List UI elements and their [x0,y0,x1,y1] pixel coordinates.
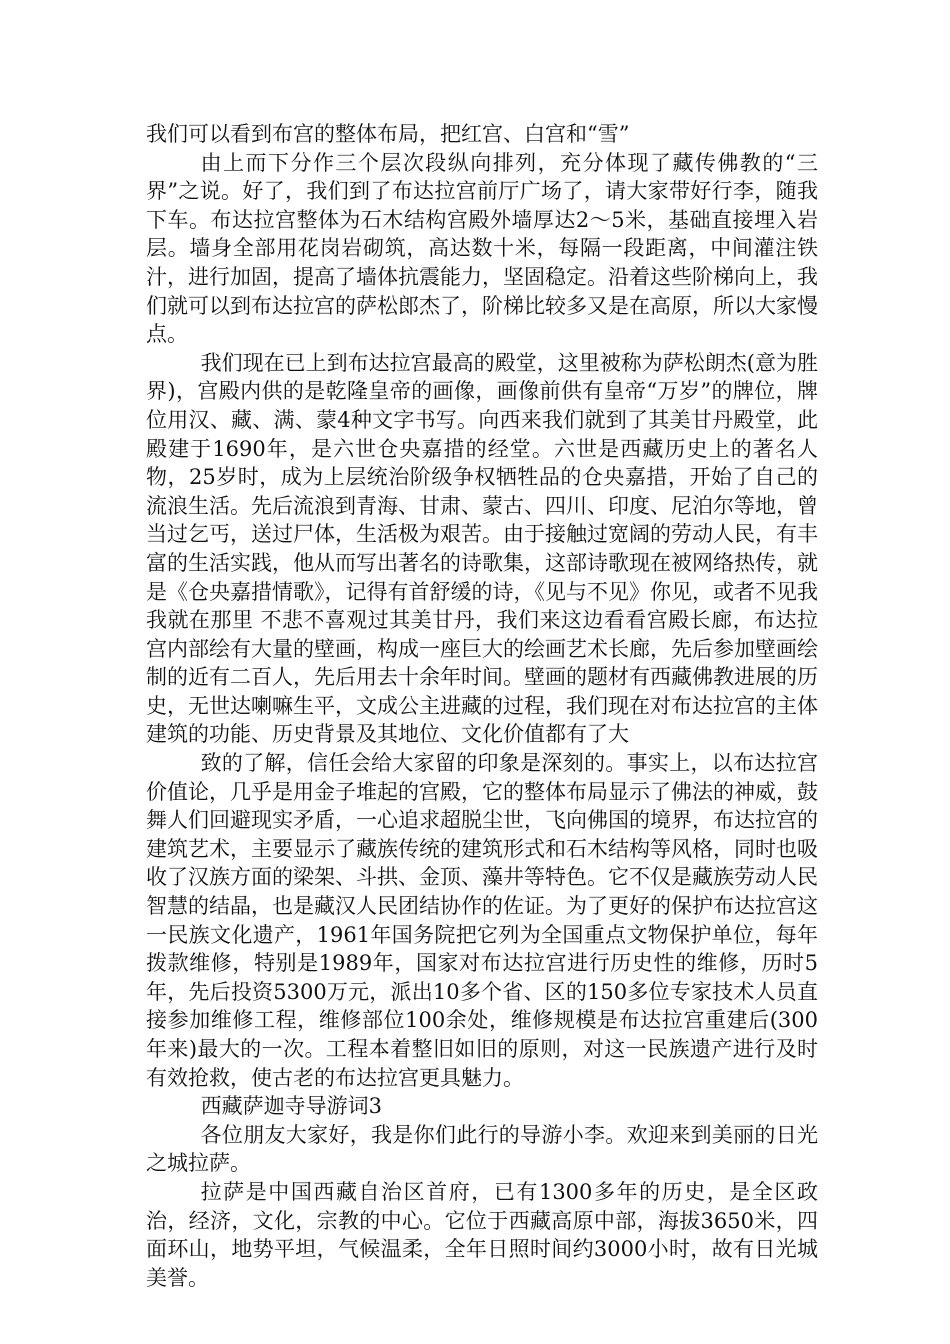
paragraph-potala-structure: 由上而下分作三个层次段纵向排列，充分体现了藏传佛教的“三界”之说。好了，我们到了布达拉宫前厅广场了，请大家带好行李，随我下车。布达拉宫整体为石木结构宫殿外墙厚达2～5米，基础直接埋入岩层。墙身全部用花岗岩砌筑，高达数十米，每隔一段距离，中间灌注铁汁，进行加固，提高了墙体抗震能力，坚固稳定。沿着这些阶梯向上，我们就可以到布达拉宫的萨松郎杰了，阶梯比较多又是在高原，所以大家慢点。 [146,150,818,347]
paragraph-intro: 我们可以看到布宫的整体布局，把红宫、白宫和“雪” [146,122,630,146]
document-body [146,120,818,1292]
section-heading: 西藏萨迦寺导游词3 [200,1094,382,1119]
paragraph-sasong-langjie: 我们现在已上到布达拉宫最高的殿堂，这里被称为萨松朗杰(意为胜界)，宫殿内供的是乾隆皇帝的画像，画像前供有皇帝“万岁”的牌位，牌位用汉、藏、满、蒙4种文字书写。向西来我们就到了其美甘丹殿堂，此殿建于1690年，是六世仓央嘉措的经堂。六世是西藏历史上的著名人物，25岁时，成为上层统治阶级争权牺牲品的仓央嘉措，开始了自己的流浪生活。先后流浪到青海、甘肃、蒙古、四川、印度、尼泊尔等地，曾当过乞丐，送过尸体，生活极为艰苦。由于接触过宽阔的劳动人民，有丰富的生活实践，他从而写出著名的诗歌集，这部诗歌现在被网络热传，就是《仓央嘉措情歌》，记得有首舒缓的诗，《见与不见》你见，或者不见我 我就在那里 不悲不喜观过其美甘丹，我们来这边看看宫殿长廊，布达拉宫内部绘有大量的壁画，构成一座巨大的绘画艺术长廊，先后参加壁画绘制的近有二百人，先后用去十余年时间。壁画的题材有西藏佛教进展的历史，无世达喇嘛生平，文成公主进藏的过程，我们现在对布达拉宫的主体建筑的功能、历史背景及其地位、文化价值都有了大 [146,350,818,747]
paragraph-potala-value: 致的了解，信任会给大家留的印象是深刻的。事实上，以布达拉宫价值论，几乎是用金子堆起的宫殿，它的整体布局显示了佛法的神威，鼓舞人们回避现实矛盾，一心追求超脱尘世，飞向佛国的境界，布达拉宫的建筑艺术，主要显示了藏族传统的建筑形式和石木结构等风格，同时也吸收了汉族方面的梁架、斗拱、金顶、藻井等特色。它不仅是藏族劳动人民智慧的结晶，也是藏汉人民团结协作的佐证。为了更好的保护布达拉宫这一民族文化遗产，1961年国务院把它列为全国重点文物保护单位，每年拨款维修，特别是1989年，国家对布达拉宫进行历史性的维修，历时5年，先后投资5300万元，派出10多个省、区的150多位专家技术人员直接参加维修工程，维修部位100余处，维修规模是布达拉宫重建后(300年来)最大的一次。工程本着整旧如旧的原则，对这一民族遗产进行及时有效抢救，使古老的布达拉宫更具魅力。 [146,751,818,1090]
paragraph-welcome: 各位朋友大家好，我是你们此行的导游小李。欢迎来到美丽的日光之城拉萨。 [146,1122,818,1176]
paragraph-lhasa: 拉萨是中国西藏自治区首府，已有1300多年的历史，是全区政治，经济，文化，宗教的中心。它位于西藏高原中部，海拔3650米，四面环山，地势平坦，气候温柔，全年日照时间约3000小时，故有日光城美誉。 [146,1179,818,1290]
